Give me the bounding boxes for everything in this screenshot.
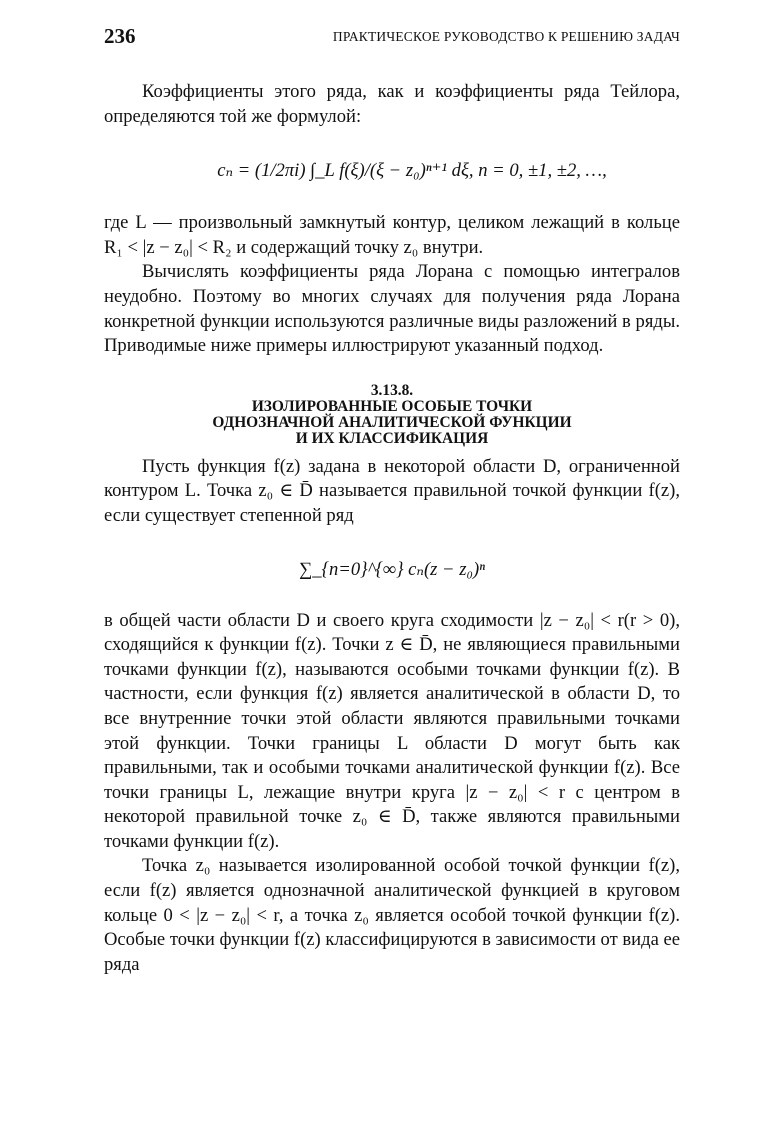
section-number: 3.13.8. — [370, 381, 414, 399]
running-title: ПРАКТИЧЕСКОЕ РУКОВОДСТВО К РЕШЕНИЮ ЗАДАЧ — [332, 29, 680, 44]
paragraph-intro: Коэффициенты этого ряда, как и коэффициенты ряда Тейлора, определяются той же формулой: — [104, 81, 680, 127]
section-heading — [104, 383, 680, 447]
page-number: 236 — [104, 24, 136, 48]
power-series-formula: ∑_{n=0}^{∞} cₙ(z − z₀)ⁿ — [299, 558, 485, 580]
section-title-line-1: ИЗОЛИРОВАННЫЕ ОСОБЫЕ ТОЧКИ — [251, 397, 533, 415]
page-body — [104, 80, 680, 977]
laurent-coefficient-formula: cₙ = (1/2πi) ∫_L f(ξ)/(ξ − z₀)ⁿ⁺¹ dξ, n = 0, ±1, ±2, …, — [217, 160, 607, 182]
paragraph-methods: Вычислять коэффициенты ряда Лорана с помощью интегралов неудобно. Поэтому во многих случаях для получения ряда Лорана конкретной функции используются различные виды разложений в ряды. Приводимые ниже примеры иллюстрируют указанный подход. — [104, 261, 680, 357]
paragraph-singular-points: в общей части области D и своего круга сходимости |z − z₀| < r(r > 0), сходящийся к функции f(z). Точки z ∈ D̄, не являющиеся правильными точками функции f(z), называются особыми точками функции f(z). В частности, если функция f(z) является аналитической в области D, то все внутренние точки этой области являются правильными точками этой функции. Точки границы L области D могут быть как правильными, так и особыми точками аналитической функции f(z). Все точки границы L, лежащие внутри круга |z − z₀| < r с центром в некоторой правильной точке z₀ ∈ D̄, также являются правильными точками функции f(z). — [104, 609, 680, 852]
section-title-line-3: И ИХ КЛАССИФИКАЦИЯ — [295, 429, 489, 447]
paragraph-isolated-point: Точка z₀ называется изолированной особой точкой функции f(z), если f(z) является однозначной аналитической функцией в круговом кольце 0 < |z − z₀| < r, а точка z₀ является особой точкой функции f(z). Особые точки функции f(z) классифицируются в зависимости от вида ее ряда — [104, 855, 680, 975]
paragraph-regular-point: Пусть функция f(z) задана в некоторой области D, ограниченной контуром L. Точка z₀ ∈ D̄ называется правильной точкой функции f(z), если существует степенной ряд — [104, 455, 680, 526]
page-header — [104, 24, 680, 50]
section-title-line-2: ОДНОЗНАЧНОЙ АНАЛИТИЧЕСКОЙ ФУНКЦИИ — [212, 413, 572, 431]
paragraph-contour: где L — произвольный замкнутый контур, целиком лежащий в кольце R₁ < |z − z₀| < R₂ и содержащий точку z₀ внутри. — [104, 212, 680, 258]
